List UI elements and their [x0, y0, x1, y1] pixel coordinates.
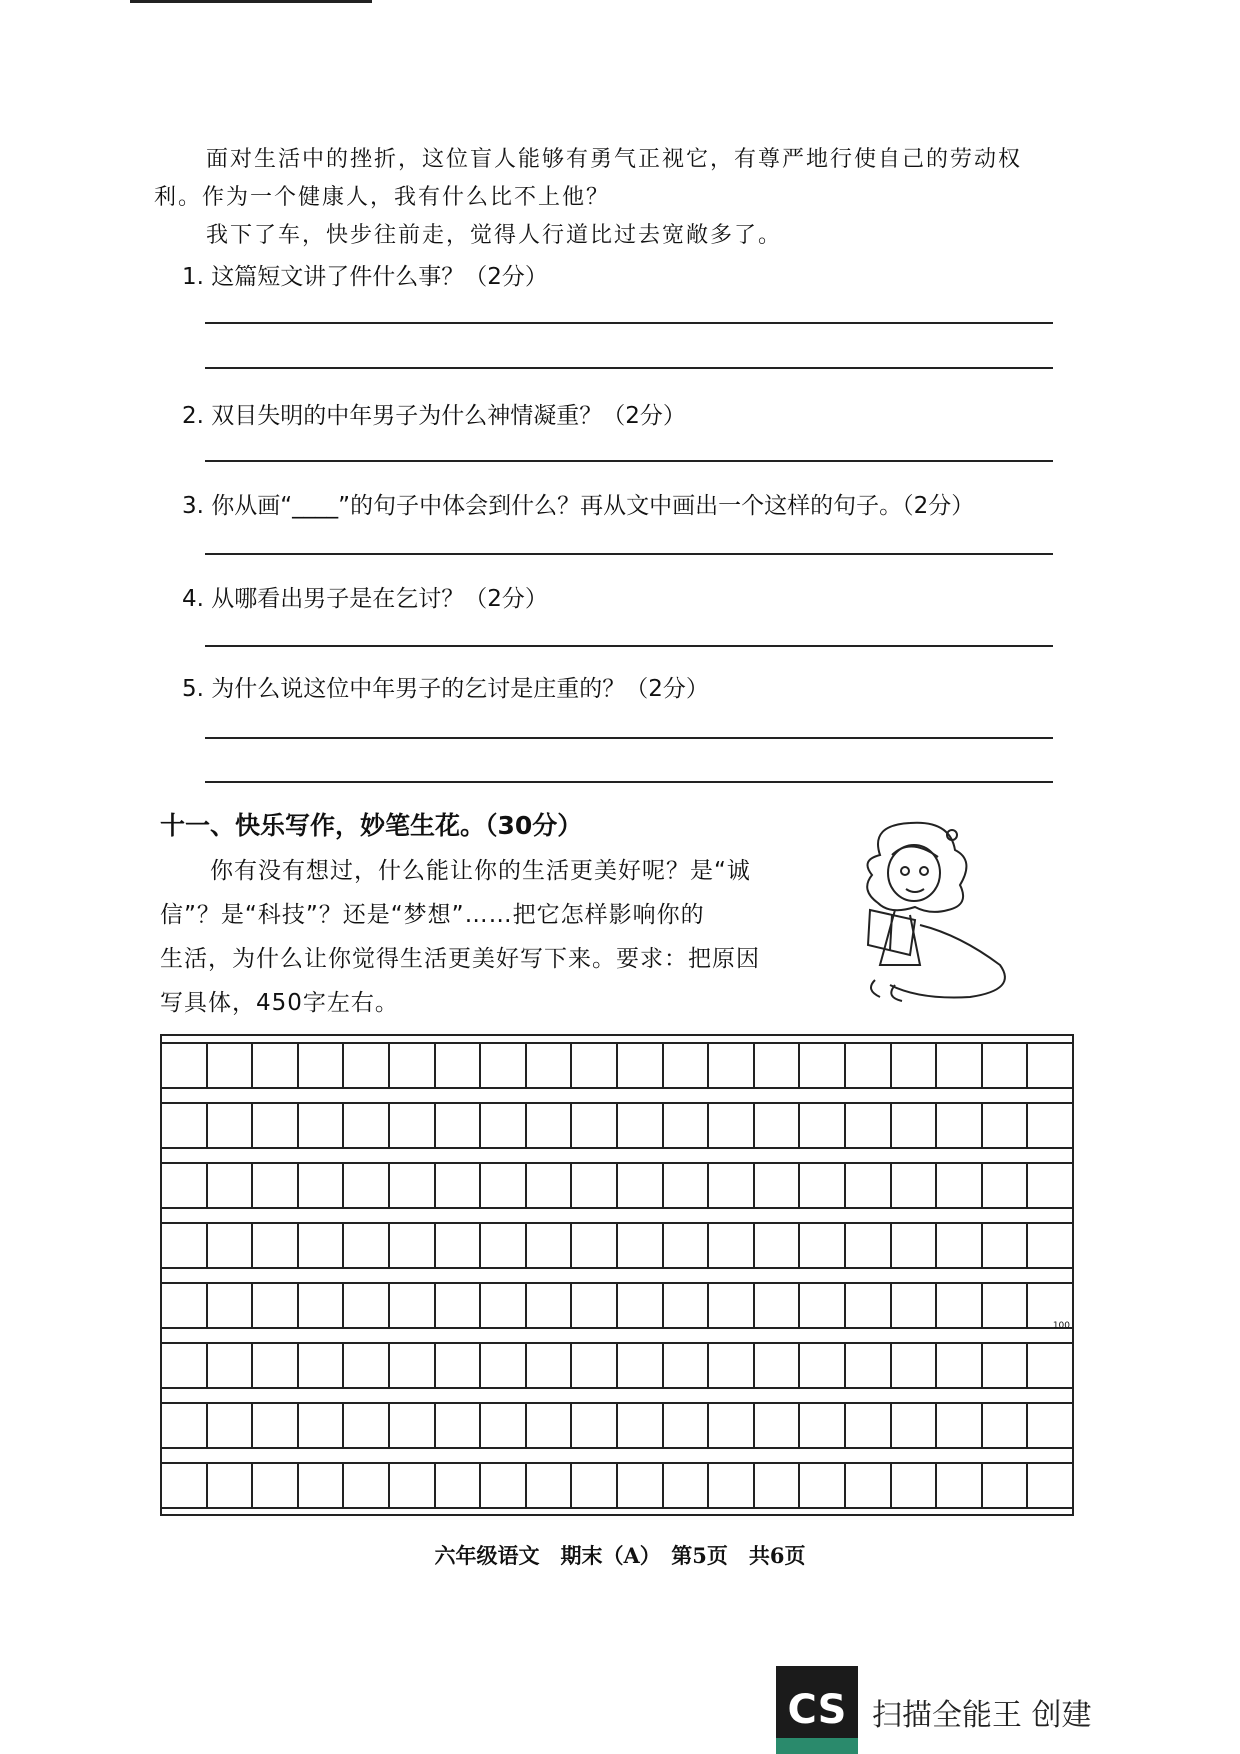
grid-cell[interactable] — [846, 1464, 892, 1507]
grid-cell[interactable] — [208, 1224, 254, 1267]
scanner-watermark-text: 扫描全能王 创建 — [872, 1698, 1092, 1733]
grid-cell[interactable] — [664, 1464, 710, 1507]
grid-cell[interactable] — [299, 1224, 345, 1267]
essay-grid[interactable] — [160, 1034, 1074, 1516]
grid-cell[interactable] — [436, 1104, 482, 1147]
grid-cell[interactable] — [572, 1044, 618, 1087]
grid-cell[interactable] — [937, 1164, 983, 1207]
grid-cell[interactable] — [344, 1404, 390, 1447]
grid-cell[interactable] — [1028, 1464, 1072, 1507]
grid-cell[interactable] — [162, 1464, 208, 1507]
answer-line[interactable] — [205, 460, 1053, 462]
grid-cell[interactable] — [208, 1284, 254, 1327]
grid-cell[interactable] — [299, 1404, 345, 1447]
grid-cell[interactable] — [846, 1404, 892, 1447]
grid-cell[interactable] — [1028, 1044, 1072, 1087]
grid-cell[interactable] — [709, 1404, 755, 1447]
grid-cell[interactable] — [983, 1344, 1029, 1387]
grid-cell[interactable] — [664, 1224, 710, 1267]
grid-cell[interactable] — [709, 1164, 755, 1207]
grid-cell[interactable] — [208, 1164, 254, 1207]
grid-cell[interactable] — [846, 1164, 892, 1207]
grid-cell[interactable] — [618, 1224, 664, 1267]
grid-cell[interactable] — [846, 1044, 892, 1087]
grid-cell[interactable] — [390, 1404, 436, 1447]
grid-row — [162, 1282, 1072, 1329]
grid-cell[interactable] — [892, 1344, 938, 1387]
grid-cell[interactable] — [709, 1224, 755, 1267]
grid-cell[interactable] — [481, 1464, 527, 1507]
word-count-mark: 100 — [1052, 1321, 1070, 1331]
grid-cell[interactable] — [1028, 1344, 1072, 1387]
grid-cell[interactable] — [162, 1284, 208, 1327]
prompt-line-2: 信”？是“科技”？还是“梦想”……把它怎样影响你的 — [160, 902, 705, 928]
question-1: 1. 这篇短文讲了件什么事？（2分） — [182, 264, 548, 290]
grid-cell[interactable] — [436, 1284, 482, 1327]
answer-line[interactable] — [205, 781, 1053, 783]
grid-cell[interactable] — [527, 1104, 573, 1147]
grid-cell[interactable] — [937, 1104, 983, 1147]
grid-cell[interactable] — [208, 1044, 254, 1087]
grid-cell[interactable] — [436, 1224, 482, 1267]
grid-cell[interactable] — [253, 1404, 299, 1447]
grid-row — [162, 1402, 1072, 1449]
grid-cell[interactable] — [892, 1464, 938, 1507]
grid-cell[interactable] — [527, 1464, 573, 1507]
grid-cell[interactable] — [983, 1044, 1029, 1087]
grid-cell[interactable] — [162, 1044, 208, 1087]
grid-cell[interactable] — [344, 1104, 390, 1147]
cs-logo: CS — [776, 1666, 858, 1754]
grid-cell[interactable] — [892, 1224, 938, 1267]
grid-cell[interactable] — [527, 1284, 573, 1327]
grid-cell[interactable] — [436, 1404, 482, 1447]
grid-cell[interactable] — [344, 1044, 390, 1087]
grid-cell[interactable] — [664, 1104, 710, 1147]
top-rule — [130, 0, 372, 3]
grid-cell[interactable] — [664, 1344, 710, 1387]
grid-row — [162, 1162, 1072, 1209]
grid-cell[interactable] — [755, 1344, 801, 1387]
grid-cell[interactable] — [344, 1164, 390, 1207]
grid-cell[interactable] — [937, 1284, 983, 1327]
grid-cell[interactable] — [527, 1164, 573, 1207]
grid-cell[interactable] — [618, 1164, 664, 1207]
grid-cell[interactable] — [162, 1104, 208, 1147]
grid-cell[interactable] — [527, 1344, 573, 1387]
grid-cell[interactable] — [299, 1284, 345, 1327]
grid-row — [162, 1222, 1072, 1269]
section-heading: 十一、快乐写作，妙笔生花。（30分） — [160, 811, 583, 840]
grid-cell[interactable] — [937, 1344, 983, 1387]
grid-cell[interactable] — [800, 1404, 846, 1447]
prompt-line-4: 写具体，450字左右。 — [160, 990, 399, 1016]
grid-cell[interactable] — [390, 1344, 436, 1387]
grid-cell[interactable] — [755, 1404, 801, 1447]
grid-cell[interactable] — [481, 1224, 527, 1267]
page-footer: 六年级语文 期末（A） 第5页 共6页 — [434, 1543, 806, 1568]
question-2: 2. 双目失明的中年男子为什么神情凝重？（2分） — [182, 403, 686, 429]
girl-reading-icon — [850, 815, 1020, 1005]
grid-cell[interactable] — [846, 1284, 892, 1327]
grid-row — [162, 1342, 1072, 1389]
grid-cell[interactable] — [983, 1404, 1029, 1447]
grid-cell[interactable] — [208, 1404, 254, 1447]
grid-cell[interactable] — [800, 1104, 846, 1147]
grid-cell[interactable] — [162, 1404, 208, 1447]
grid-cell[interactable] — [299, 1344, 345, 1387]
grid-cell[interactable] — [572, 1344, 618, 1387]
grid-cell[interactable] — [162, 1164, 208, 1207]
grid-cell[interactable] — [481, 1044, 527, 1087]
grid-cell[interactable] — [664, 1284, 710, 1327]
grid-cell[interactable] — [664, 1404, 710, 1447]
grid-cell[interactable] — [344, 1224, 390, 1267]
answer-line[interactable] — [205, 737, 1053, 739]
grid-cell[interactable] — [208, 1104, 254, 1147]
grid-cell[interactable] — [572, 1464, 618, 1507]
question-3: 3. 你从画“____”的句子中体会到什么？再从文中画出一个这样的句子。（2分） — [182, 493, 975, 519]
grid-cell[interactable] — [481, 1284, 527, 1327]
grid-cell[interactable] — [983, 1104, 1029, 1147]
grid-cell[interactable] — [755, 1224, 801, 1267]
grid-cell[interactable] — [664, 1164, 710, 1207]
grid-cell[interactable] — [1028, 1404, 1072, 1447]
grid-cell[interactable] — [892, 1164, 938, 1207]
grid-cell[interactable] — [299, 1044, 345, 1087]
cs-logo-stripe — [776, 1738, 858, 1754]
answer-line[interactable] — [205, 553, 1053, 555]
grid-cell[interactable] — [618, 1404, 664, 1447]
grid-cell[interactable] — [299, 1464, 345, 1507]
grid-cell[interactable] — [709, 1344, 755, 1387]
grid-cell[interactable] — [755, 1164, 801, 1207]
grid-cell[interactable] — [618, 1464, 664, 1507]
grid-cell[interactable] — [709, 1044, 755, 1087]
grid-cell[interactable] — [527, 1224, 573, 1267]
grid-cell[interactable] — [572, 1104, 618, 1147]
grid-cell[interactable] — [436, 1464, 482, 1507]
passage-line-1: 面对生活中的挫折，这位盲人能够有勇气正视它，有尊严地行使自己的劳动权 — [206, 147, 1023, 172]
grid-cell[interactable] — [937, 1404, 983, 1447]
grid-cell[interactable] — [983, 1464, 1029, 1507]
grid-cell[interactable] — [527, 1404, 573, 1447]
grid-cell[interactable] — [618, 1344, 664, 1387]
grid-cell[interactable] — [709, 1104, 755, 1147]
grid-cell[interactable] — [664, 1044, 710, 1087]
grid-cell[interactable] — [846, 1224, 892, 1267]
grid-cell[interactable] — [572, 1284, 618, 1327]
grid-cell[interactable] — [253, 1104, 299, 1147]
grid-cell[interactable] — [253, 1284, 299, 1327]
prompt-line-3: 生活，为什么让你觉得生活更美好写下来。要求：把原因 — [160, 946, 760, 972]
grid-cell[interactable] — [572, 1164, 618, 1207]
grid-cell[interactable] — [1028, 1224, 1072, 1267]
grid-cell[interactable] — [527, 1044, 573, 1087]
grid-cell[interactable] — [253, 1344, 299, 1387]
grid-row — [162, 1042, 1072, 1089]
grid-cell[interactable] — [618, 1044, 664, 1087]
grid-cell[interactable] — [937, 1464, 983, 1507]
grid-cell[interactable] — [618, 1284, 664, 1327]
grid-cell[interactable] — [299, 1164, 345, 1207]
grid-cell[interactable] — [983, 1284, 1029, 1327]
passage-line-3: 我下了车，快步往前走，觉得人行道比过去宽敞多了。 — [206, 223, 783, 248]
grid-row — [162, 1462, 1072, 1509]
grid-cell[interactable] — [983, 1224, 1029, 1267]
grid-cell[interactable] — [344, 1344, 390, 1387]
grid-cell[interactable] — [800, 1344, 846, 1387]
grid-cell[interactable] — [162, 1224, 208, 1267]
grid-cell[interactable] — [846, 1344, 892, 1387]
answer-line[interactable] — [205, 367, 1053, 369]
passage-line-2: 利。作为一个健康人，我有什么比不上他？ — [154, 185, 611, 210]
question-5: 5. 为什么说这位中年男子的乞讨是庄重的？（2分） — [182, 676, 709, 702]
grid-cell[interactable] — [208, 1344, 254, 1387]
grid-cell[interactable] — [344, 1464, 390, 1507]
grid-cell[interactable] — [618, 1104, 664, 1147]
grid-cell[interactable] — [481, 1164, 527, 1207]
grid-cell[interactable] — [299, 1104, 345, 1147]
grid-cell[interactable] — [846, 1104, 892, 1147]
grid-cell[interactable] — [755, 1044, 801, 1087]
grid-cell[interactable] — [253, 1044, 299, 1087]
grid-cell[interactable] — [892, 1284, 938, 1327]
grid-cell[interactable] — [709, 1464, 755, 1507]
grid-cell[interactable] — [481, 1404, 527, 1447]
grid-cell[interactable] — [390, 1044, 436, 1087]
grid-cell[interactable] — [983, 1164, 1029, 1207]
grid-cell[interactable] — [800, 1044, 846, 1087]
answer-line[interactable] — [205, 645, 1053, 647]
grid-cell[interactable] — [436, 1164, 482, 1207]
grid-cell[interactable] — [892, 1104, 938, 1147]
grid-cell[interactable] — [937, 1044, 983, 1087]
grid-cell[interactable] — [253, 1224, 299, 1267]
grid-cell[interactable] — [937, 1224, 983, 1267]
grid-cell[interactable] — [755, 1464, 801, 1507]
grid-cell[interactable] — [436, 1344, 482, 1387]
grid-cell[interactable] — [800, 1284, 846, 1327]
grid-cell[interactable] — [390, 1224, 436, 1267]
grid-cell[interactable] — [755, 1104, 801, 1147]
grid-cell[interactable] — [892, 1404, 938, 1447]
grid-cell[interactable] — [1028, 1164, 1072, 1207]
grid-cell[interactable] — [800, 1224, 846, 1267]
grid-cell[interactable] — [1028, 1104, 1072, 1147]
grid-cell[interactable] — [436, 1044, 482, 1087]
grid-cell[interactable] — [390, 1164, 436, 1207]
grid-cell[interactable] — [390, 1284, 436, 1327]
grid-cell[interactable] — [572, 1404, 618, 1447]
prompt-line-1: 你有没有想过，什么能让你的生活更美好呢？是“诚 — [210, 858, 751, 884]
grid-cell[interactable] — [344, 1284, 390, 1327]
grid-cell[interactable] — [800, 1164, 846, 1207]
grid-cell[interactable] — [253, 1164, 299, 1207]
grid-cell[interactable] — [390, 1104, 436, 1147]
grid-cell[interactable] — [208, 1464, 254, 1507]
grid-cell[interactable] — [253, 1464, 299, 1507]
grid-row — [162, 1102, 1072, 1149]
grid-cell[interactable] — [892, 1044, 938, 1087]
grid-cell[interactable] — [800, 1464, 846, 1507]
answer-line[interactable] — [205, 322, 1053, 324]
grid-cell[interactable] — [162, 1344, 208, 1387]
grid-cell[interactable] — [755, 1284, 801, 1327]
grid-cell[interactable] — [572, 1224, 618, 1267]
grid-cell[interactable] — [481, 1344, 527, 1387]
grid-cell[interactable] — [390, 1464, 436, 1507]
grid-cell[interactable] — [481, 1104, 527, 1147]
grid-cell[interactable] — [709, 1284, 755, 1327]
question-4: 4. 从哪看出男子是在乞讨？（2分） — [182, 586, 548, 612]
